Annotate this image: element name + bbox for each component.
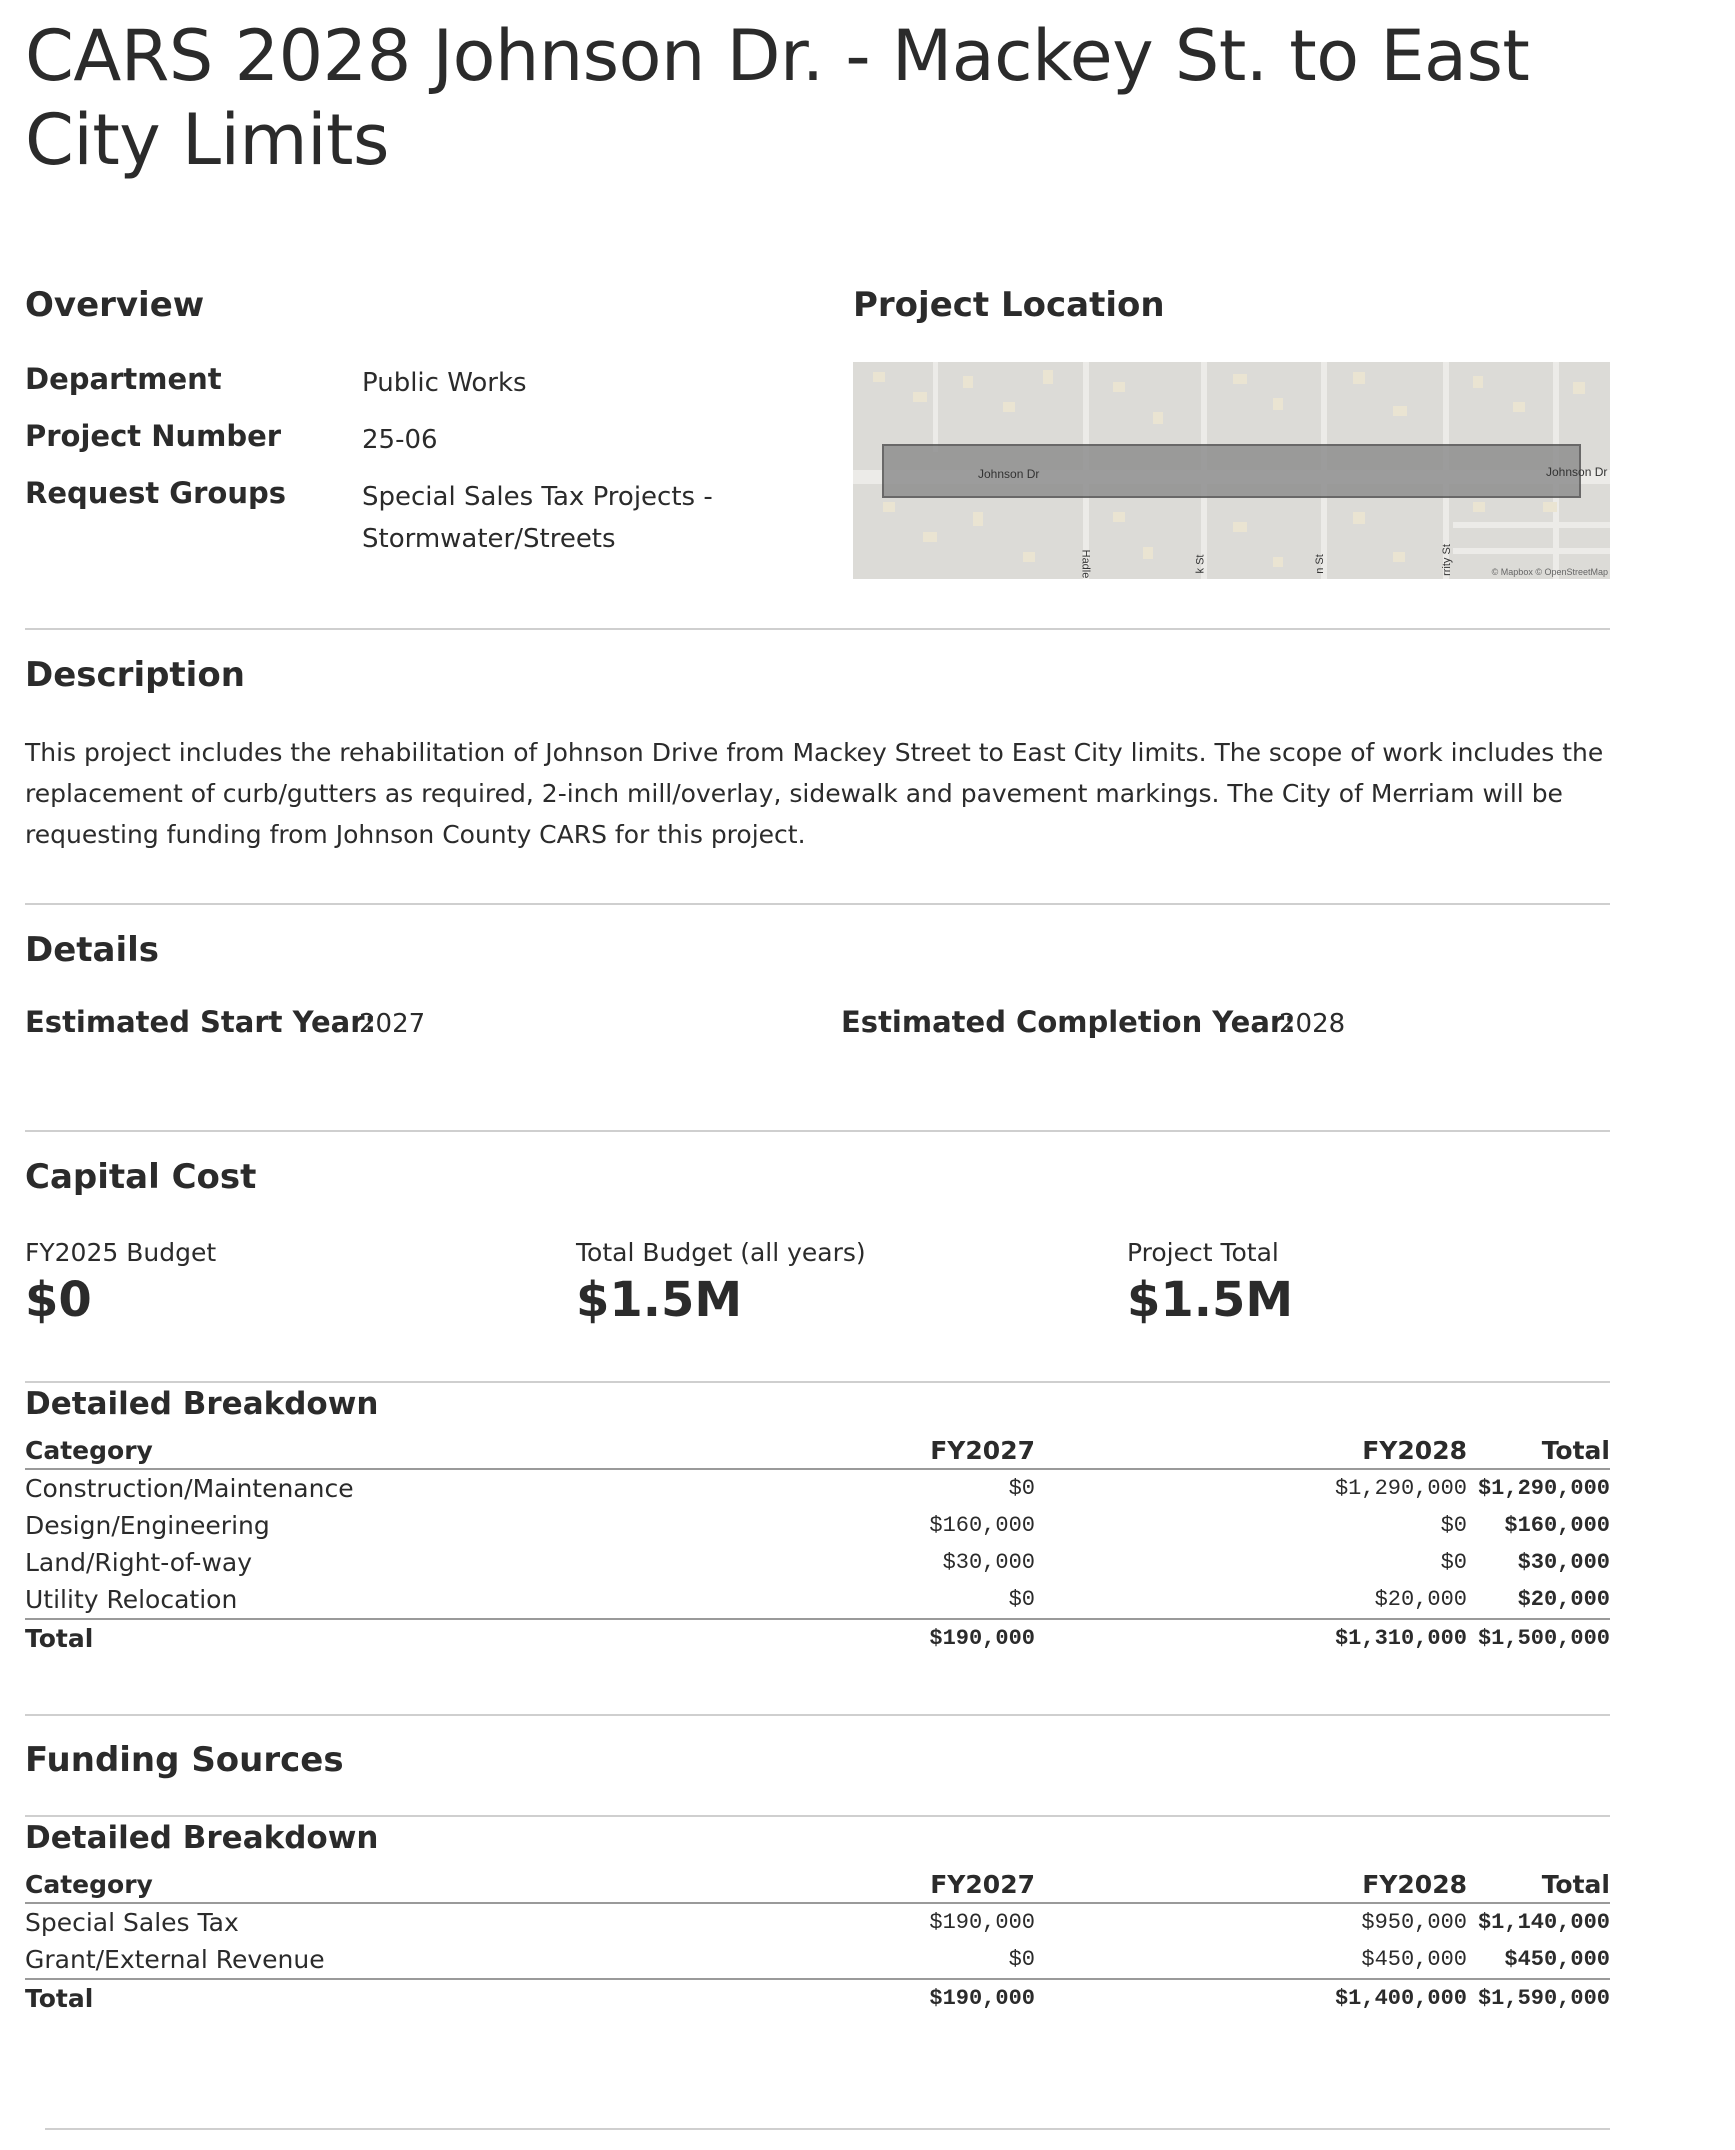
row-total: $20,000	[1517, 1587, 1610, 1612]
row-total: $1,140,000	[1477, 1910, 1610, 1935]
row-category: Design/Engineering	[25, 1511, 270, 1540]
divider	[45, 2128, 1610, 2130]
overview-heading: Overview	[25, 285, 205, 325]
total-fy2027: $190,000	[625, 1619, 1035, 1657]
completion-year-label: Estimated Completion Year:	[841, 1005, 1296, 1039]
table-row	[25, 1469, 1610, 1507]
capital-breakdown-table	[25, 1432, 1610, 1657]
start-year-value: 2027	[359, 1009, 426, 1039]
total-budget-value: $1.5M	[576, 1272, 743, 1328]
table-total-row	[25, 1979, 1610, 2017]
table-header-row	[25, 1866, 1610, 1903]
col-category: Category	[25, 1866, 625, 1903]
project-number-value: 25-06	[362, 425, 438, 455]
row-fy2027: $0	[1008, 1947, 1035, 1972]
total-fy2028: $1,310,000	[1035, 1619, 1467, 1657]
total-label: Total	[25, 1619, 625, 1657]
total-label: Total	[25, 1979, 625, 2017]
row-category: Grant/External Revenue	[25, 1945, 325, 1974]
funding-breakdown-table	[25, 1866, 1610, 2017]
project-location-map[interactable]	[853, 362, 1610, 579]
row-fy2028: $0	[1440, 1550, 1467, 1575]
divider	[25, 1381, 1610, 1383]
description-heading: Description	[25, 655, 245, 695]
col-total: Total	[1467, 1432, 1610, 1469]
total-budget-label: Total Budget (all years)	[576, 1238, 866, 1267]
department-value: Public Works	[362, 368, 527, 398]
total-total: $1,500,000	[1467, 1619, 1610, 1657]
row-total: $450,000	[1504, 1947, 1610, 1972]
col-fy2027: FY2027	[625, 1866, 1035, 1903]
page-title: CARS 2028 Johnson Dr. - Mackey St. to East City Limits	[25, 15, 1530, 181]
project-number-label: Project Number	[25, 419, 282, 453]
fy-budget-value: $0	[25, 1272, 92, 1328]
row-fy2028: $950,000	[1361, 1910, 1467, 1935]
map-graphic	[853, 362, 1610, 579]
table-row	[25, 1581, 1610, 1619]
total-total: $1,590,000	[1467, 1979, 1610, 2017]
table-total-row	[25, 1619, 1610, 1657]
map-street-label-right: Johnson Dr	[1546, 465, 1608, 479]
total-fy2027: $190,000	[625, 1979, 1035, 2017]
row-category: Utility Relocation	[25, 1585, 238, 1614]
map-cross-street-4: rrity St	[1440, 544, 1453, 576]
row-category: Construction/Maintenance	[25, 1474, 354, 1503]
map-cross-street-2: k St	[1194, 554, 1207, 574]
map-street-label-left: Johnson Dr	[978, 467, 1040, 481]
row-fy2027: $160,000	[929, 1513, 1035, 1538]
divider	[25, 903, 1610, 905]
row-fy2027: $0	[1008, 1476, 1035, 1501]
department-label: Department	[25, 362, 222, 396]
request-groups-value: Special Sales Tax Projects - Stormwater/Streets	[362, 482, 713, 554]
description-text: This project includes the rehabilitation of Johnson Drive from Mackey Street to East City limits. The scope of work includes the replacement of curb/gutters as required, 2-inch mill/overlay, sidewalk and pavement markings. The City of Merriam will be requesting funding from Johnson County CARS for this project.	[25, 738, 1604, 849]
row-fy2027: $190,000	[929, 1910, 1035, 1935]
capital-cost-heading: Capital Cost	[25, 1157, 257, 1197]
project-total-value: $1.5M	[1127, 1272, 1294, 1328]
table-row	[25, 1544, 1610, 1581]
col-total: Total	[1467, 1866, 1610, 1903]
col-fy2028: FY2028	[1035, 1432, 1467, 1469]
row-fy2027: $30,000	[942, 1550, 1035, 1575]
table-header-row	[25, 1432, 1610, 1469]
col-fy2028: FY2028	[1035, 1866, 1467, 1903]
row-fy2028: $0	[1440, 1513, 1467, 1538]
details-heading: Details	[25, 930, 160, 970]
col-category: Category	[25, 1432, 625, 1469]
capital-breakdown-heading: Detailed Breakdown	[25, 1386, 379, 1422]
divider	[25, 1130, 1610, 1132]
divider	[25, 1815, 1610, 1817]
row-total: $1,290,000	[1477, 1476, 1610, 1501]
divider	[25, 1714, 1610, 1716]
start-year-label: Estimated Start Year:	[25, 1005, 377, 1039]
project-total-label: Project Total	[1127, 1238, 1279, 1267]
row-total: $160,000	[1504, 1513, 1610, 1538]
fy-budget-label: FY2025 Budget	[25, 1238, 217, 1267]
row-total: $30,000	[1517, 1550, 1610, 1575]
divider	[25, 628, 1610, 630]
col-fy2027: FY2027	[625, 1432, 1035, 1469]
row-category: Land/Right-of-way	[25, 1548, 253, 1577]
row-fy2028: $1,290,000	[1334, 1476, 1467, 1501]
row-fy2028: $450,000	[1361, 1947, 1467, 1972]
table-row	[25, 1941, 1610, 1979]
map-cross-street-1: Hadle	[1079, 549, 1092, 579]
row-category: Special Sales Tax	[25, 1908, 239, 1937]
request-groups-label: Request Groups	[25, 476, 286, 510]
total-fy2028: $1,400,000	[1035, 1979, 1467, 2017]
table-row	[25, 1903, 1610, 1941]
completion-year-value: 2028	[1279, 1009, 1346, 1039]
row-fy2027: $0	[1008, 1587, 1035, 1612]
table-row	[25, 1507, 1610, 1544]
row-fy2028: $20,000	[1374, 1587, 1467, 1612]
map-attribution: © Mapbox © OpenStreetMap	[1491, 567, 1608, 577]
funding-breakdown-heading: Detailed Breakdown	[25, 1820, 379, 1856]
funding-sources-heading: Funding Sources	[25, 1740, 344, 1780]
project-location-heading: Project Location	[853, 285, 1165, 325]
map-cross-street-3: n St	[1313, 554, 1326, 574]
